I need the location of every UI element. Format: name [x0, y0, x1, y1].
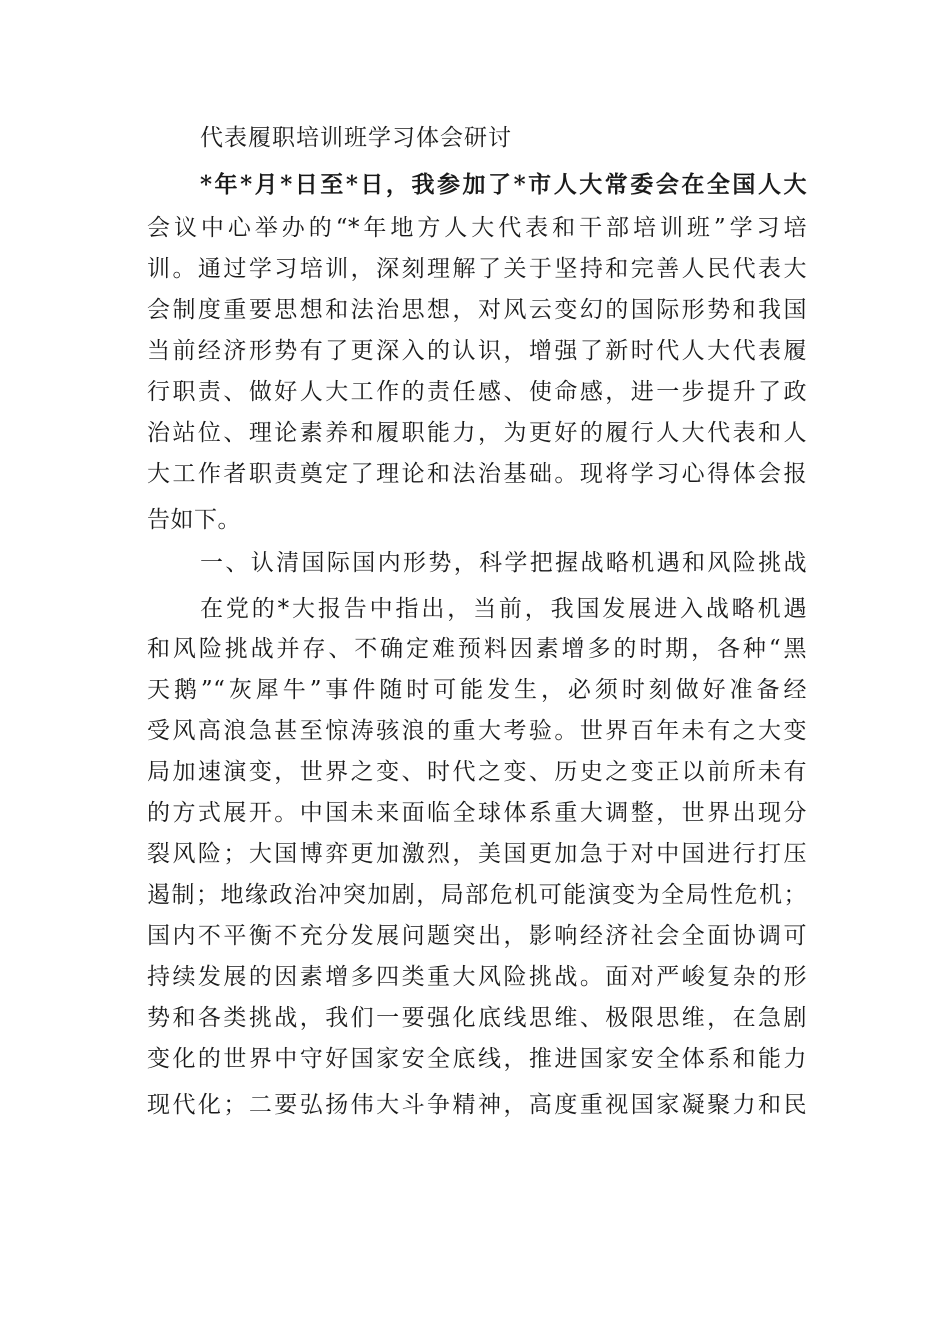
paragraph-2-line-13: 现代化；二要弘扬伟大斗争精神，高度重视国家凝聚力和民 [147, 1092, 807, 1118]
paragraph-2-line-5: 局加速演变，世界之变、时代之变、历史之变正以前所未有 [147, 759, 807, 785]
paragraph-1-line-6: 行职责、做好人大工作的责任感、使命感，进一步提升了政 [147, 379, 807, 405]
document-title: 代表履职培训班学习体会研讨 [200, 125, 512, 151]
paragraph-1-line-4: 会制度重要思想和法治思想，对风云变幻的国际形势和我国 [147, 297, 807, 323]
paragraph-2-line-2: 和风险挑战并存、不确定难预料因素增多的时期，各种“黑 [147, 636, 807, 662]
paragraph-2-line-12: 变化的世界中守好国家安全底线，推进国家安全体系和能力 [147, 1046, 807, 1072]
paragraph-2-line-6: 的方式展开。中国未来面临全球体系重大调整，世界出现分 [147, 800, 807, 826]
paragraph-1-line-8: 大工作者职责奠定了理论和法治基础。现将学习心得体会报 [147, 461, 807, 487]
paragraph-1-line-5: 当前经济形势有了更深入的认识，增强了新时代人大代表履 [147, 338, 807, 364]
paragraph-1-line-9: 告如下。 [147, 507, 241, 533]
paragraph-2-line-1: 在党的*大报告中指出，当前，我国发展进入战略机遇 [200, 596, 807, 622]
paragraph-2-line-11: 势和各类挑战，我们一要强化底线思维、极限思维，在急剧 [147, 1005, 807, 1031]
paragraph-1-line-2: 会议中心举办的“*年地方人大代表和干部培训班”学习培 [147, 215, 807, 241]
paragraph-2-line-7: 裂风险；大国博弈更加激烈，美国更加急于对中国进行打压 [147, 841, 807, 867]
paragraph-1-line-7: 治站位、理论素养和履职能力，为更好的履行人大代表和人 [147, 420, 807, 446]
section-heading-1: 一、认清国际国内形势，科学把握战略机遇和风险挑战 [200, 550, 807, 576]
paragraph-2-line-8: 遏制；地缘政治冲突加剧，局部危机可能演变为全局性危机； [147, 882, 807, 908]
paragraph-2-line-3: 天鹅”“灰犀牛”事件随时可能发生，必须时刻做好准备经 [147, 677, 807, 703]
paragraph-1-line-1: *年*月*日至*日，我参加了*市人大常委会在全国人大 [200, 171, 807, 198]
paragraph-2-line-9: 国内不平衡不充分发展问题突出，影响经济社会全面协调可 [147, 923, 807, 949]
paragraph-1-line-3: 训。通过学习培训，深刻理解了关于坚持和完善人民代表大 [147, 256, 807, 282]
paragraph-2-line-10: 持续发展的因素增多四类重大风险挑战。面对严峻复杂的形 [147, 964, 807, 990]
paragraph-2-line-4: 受风高浪急甚至惊涛骇浪的重大考验。世界百年未有之大变 [147, 718, 807, 744]
